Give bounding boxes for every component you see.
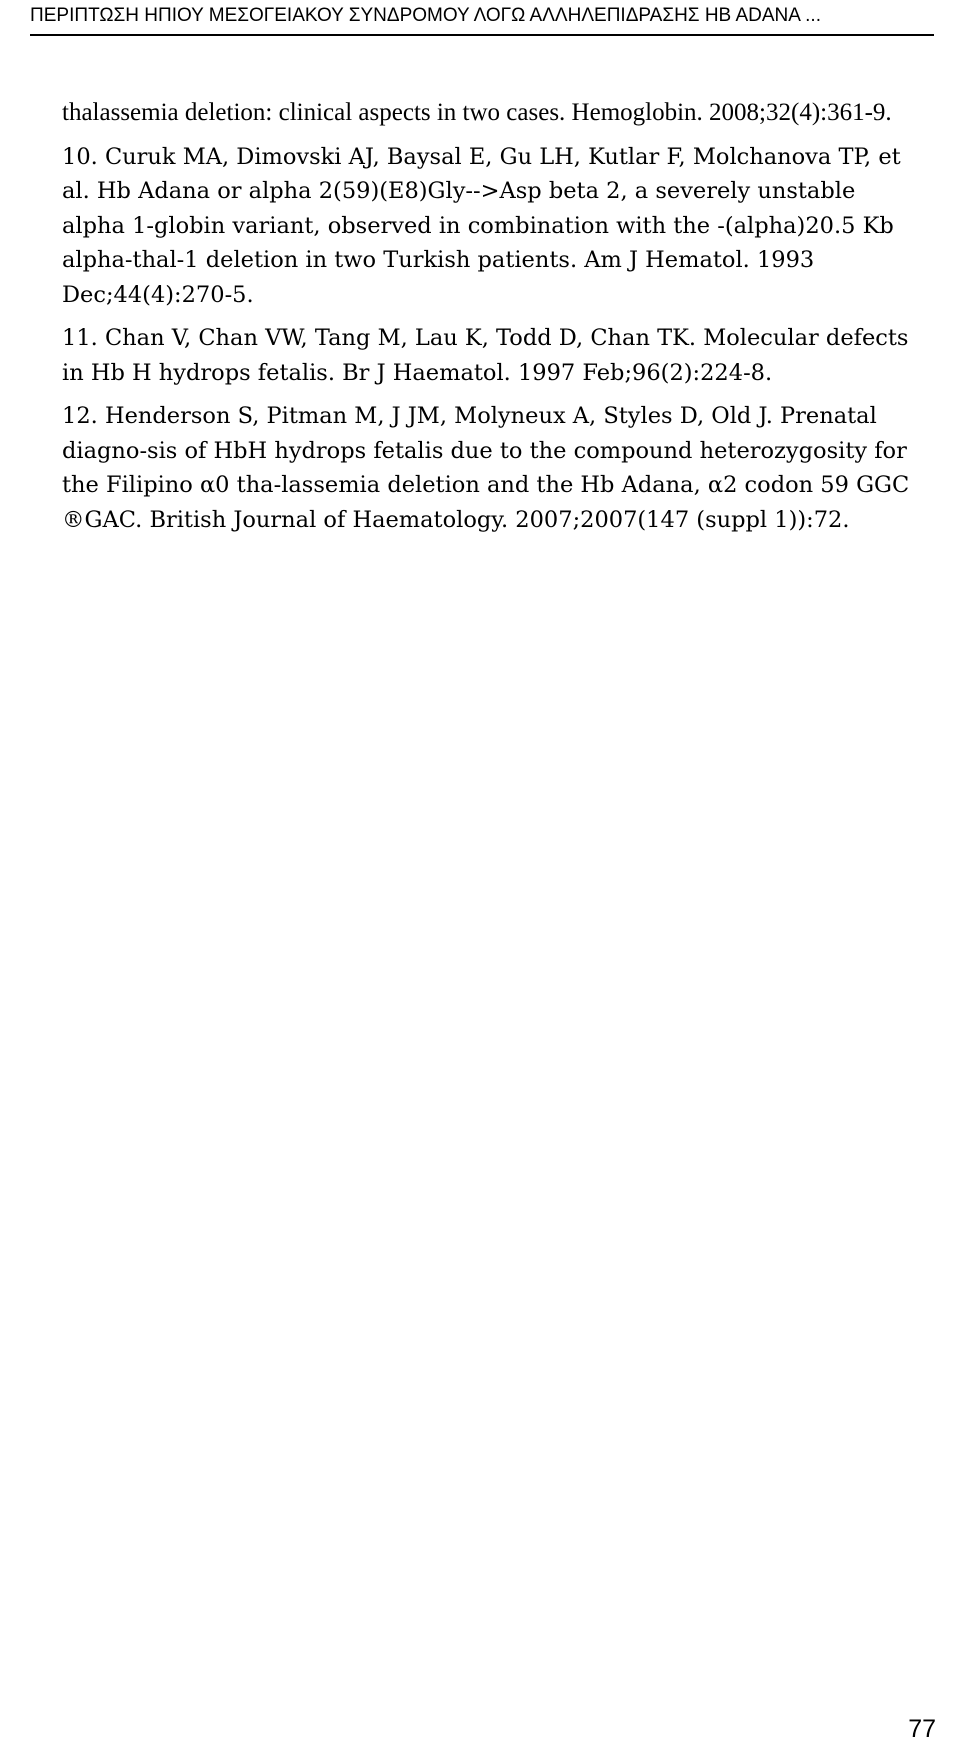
reference-text: Henderson S, Pitman M, J JM, Molyneux A, Styles D, Old J. Prenatal diagno-sis of HbH hydrops fetalis due to the compound heterozygosity for the Filipino α0 tha-lassemia deletion and the Hb Adana, α2 codon 59 GGC ®GAC. British Journal of Haematology. 2007;2007(147 (suppl 1)):72. bbox=[62, 403, 910, 533]
running-header bbox=[30, 0, 934, 36]
reference-item bbox=[62, 399, 922, 537]
reference-continuation bbox=[62, 96, 922, 131]
reference-number: 11. bbox=[62, 325, 98, 351]
reference-text: Curuk MA, Dimovski AJ, Baysal E, Gu LH, Kutlar F, Molchanova TP, et al. Hb Adana or alpha 2(59)(E8)Gly-->Asp beta 2, a severely unstable alpha 1-globin variant, observed in combination with the -(alpha)20.5 Kb alpha-thal-1 deletion in two Turkish patients. Am J Hematol. 1993 Dec;44(4):270-5. bbox=[62, 143, 901, 308]
reference-list bbox=[62, 96, 922, 546]
reference-item bbox=[62, 140, 922, 313]
page-number: 77 bbox=[908, 1715, 936, 1743]
reference-text: Chan V, Chan VW, Tang M, Lau K, Todd D, Chan TK. Molecular defects in Hb H hydrops fetalis. Br J Haematol. 1997 Feb;96(2):224-8. bbox=[62, 325, 909, 386]
running-title: ΠΕΡΙΠΤΩΣΗ ΗΠΙΟΥ ΜΕΣΟΓΕΙΑΚΟΥ ΣΥΝΔΡΟΜΟΥ ΛΟΓΩ ΑΛΛΗΛΕΠΙΔΡΑΣΗΣ HB ADANA ... bbox=[30, 5, 821, 26]
reference-item bbox=[62, 321, 922, 390]
reference-continuation-text: thalassemia deletion: clinical aspects in two cases. Hemoglobin. 2008;32(4):361-9. bbox=[62, 99, 892, 126]
reference-number: 10. bbox=[62, 143, 98, 170]
reference-number: 12. bbox=[62, 403, 98, 429]
